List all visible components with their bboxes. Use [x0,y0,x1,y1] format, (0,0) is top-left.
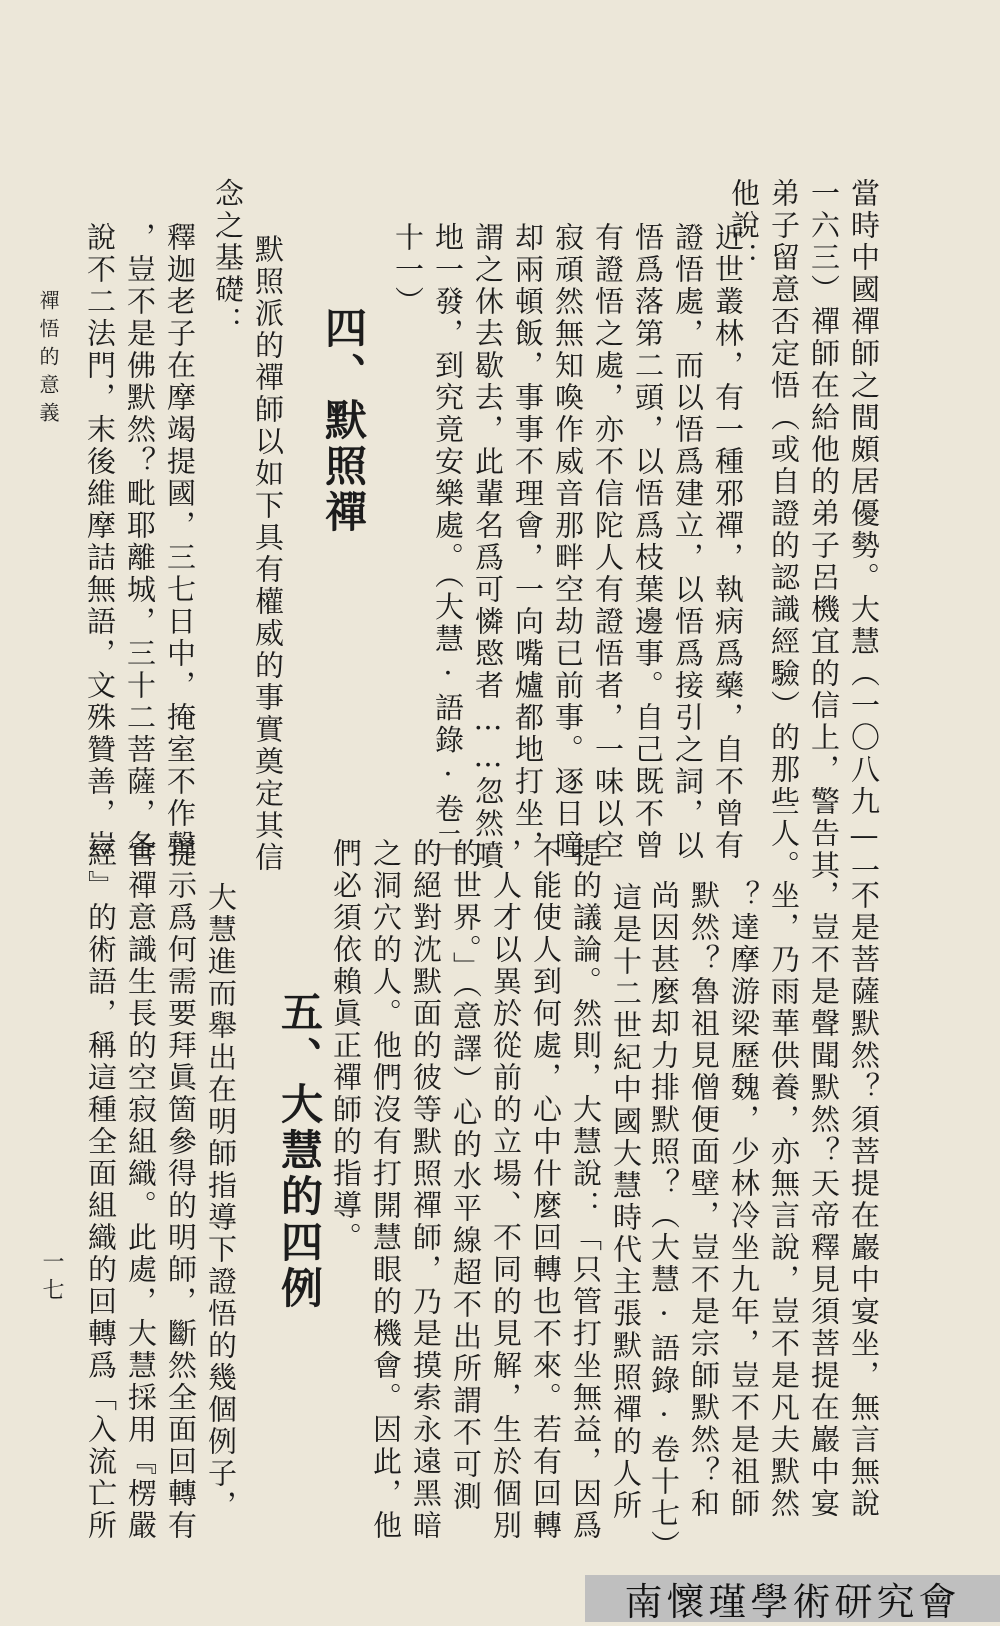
text-line: 却兩頓飯，事事不理會，一向嘴爐都地打坐， [511,222,545,862]
text-line: 悟爲落第二頭，以悟爲枝葉邊事。自己既不曾 [631,222,665,862]
text-line: 默照派的禪師以如下具有權威的事實奠定其信 [251,234,285,874]
quote-block [382,222,745,872]
section4-paragraph [202,178,285,874]
text-line: 一六三）禪師在給他的弟子呂機宜的信上，警告其 [807,178,841,882]
text-line: 的絕對沈默面的彼等默照禪師，乃是摸索永遠黑暗 [409,838,443,1542]
text-line: 寂頑然無知喚作威音那畔空劫已前事。逐日噇 [551,222,585,862]
text-line: ？達摩游梁歷魏，少林冷坐九年，豈不是祖師 [727,880,761,1520]
text-line: ，人才以異於從前的立場、不同的見解，生於個別 [489,838,523,1542]
text-line: 默然？魯祖見僧便面壁，豈不是宗師默然？和 [687,880,721,1520]
text-line: 大慧進而舉出在明師指導下證悟的幾個例子， [204,882,238,1522]
text-line: 弟子留意否定悟（或自證的認識經驗）的那些人。 [767,178,801,882]
text-line: 這是十二世紀中國大慧時代主張默照禪的人所 [609,882,643,1522]
running-title: 禪悟的意義 [36,290,60,430]
text-line: 提示爲何需要拜眞箇參得的明師，斷然全面回轉有 [164,838,198,1542]
text-line: 害禪意識生長的空寂組織。此處，大慧採用『楞嚴 [124,838,158,1542]
section4-quote-block [74,222,197,862]
text-line: 當時中國禪師之間頗居優勢。大慧（一〇八九—一 [847,178,881,887]
text-line: 念之基礎： [211,178,245,338]
section5-paragraph [75,838,238,1542]
text-line: 尚因甚麼却力排默照？（大慧·語錄·卷十七） [647,880,681,1562]
text-line: ，豈不是聲聞默然？天帝釋見須菩提在巖中宴 [807,880,841,1520]
text-line: 經』的術語，稱這種全面組織的回轉爲「入流亡所 [84,838,118,1542]
text-line: 近世叢林，有一種邪禪，執病爲藥，自不曾有 [711,222,745,862]
text-line: 之洞穴的人。他們沒有打開慧眼的機會。因此，他 [369,838,403,1542]
text-line: 提的議論。然則，大慧說：「只管打坐無益，因爲 [569,838,603,1542]
publisher-watermark [585,1575,1000,1622]
text-line: 十一） [391,222,425,318]
watermark-text: 南懷瑾學術研究會 [624,1580,961,1624]
text-line: 地一發，到究竟安樂處。（大慧·語錄·卷二 [431,222,465,858]
text-line: 他說： [727,178,761,274]
text-line: 有證悟之處，亦不信陀人有證悟者，一味以空 [591,222,625,862]
text-line: 不是菩薩默然？須菩提在巖中宴坐，無言無說 [847,880,881,1520]
text-line: 說不二法門，末後維摩詰無語，文殊贊善，豈 [83,222,117,862]
text-line: 不能使人到何處，心中什麼回轉也不來。若有回轉 [529,838,563,1542]
text-line: 釋迦老子在摩竭提國，三七日中，掩室不作聲 [163,222,197,862]
text-line: 謂之休去歇去，此輩名爲可憐愍者……忽然噴 [471,222,505,872]
text-line: 坐，乃雨華供養，亦無言說，豈不是凡夫默然 [767,880,801,1520]
continued-quote-block [638,880,881,1562]
text-line: 們必須依賴眞正禪師的指導。 [329,838,363,1254]
section-heading-5: 五、大慧的四例 [275,990,324,1312]
text-line: 的世界。」（意譯）心的水平線超不出所謂不可測 [449,838,483,1513]
commentary-paragraph [320,838,643,1542]
section-heading-4: 四、默照禪 [319,306,368,536]
text-line: ，豈不是佛默然？毗耶離城，三十二菩薩，各 [123,222,157,862]
text-line: 證悟處，而以悟爲建立，以悟爲接引之詞，以 [671,222,705,862]
page-number: 一七 [39,1250,64,1306]
